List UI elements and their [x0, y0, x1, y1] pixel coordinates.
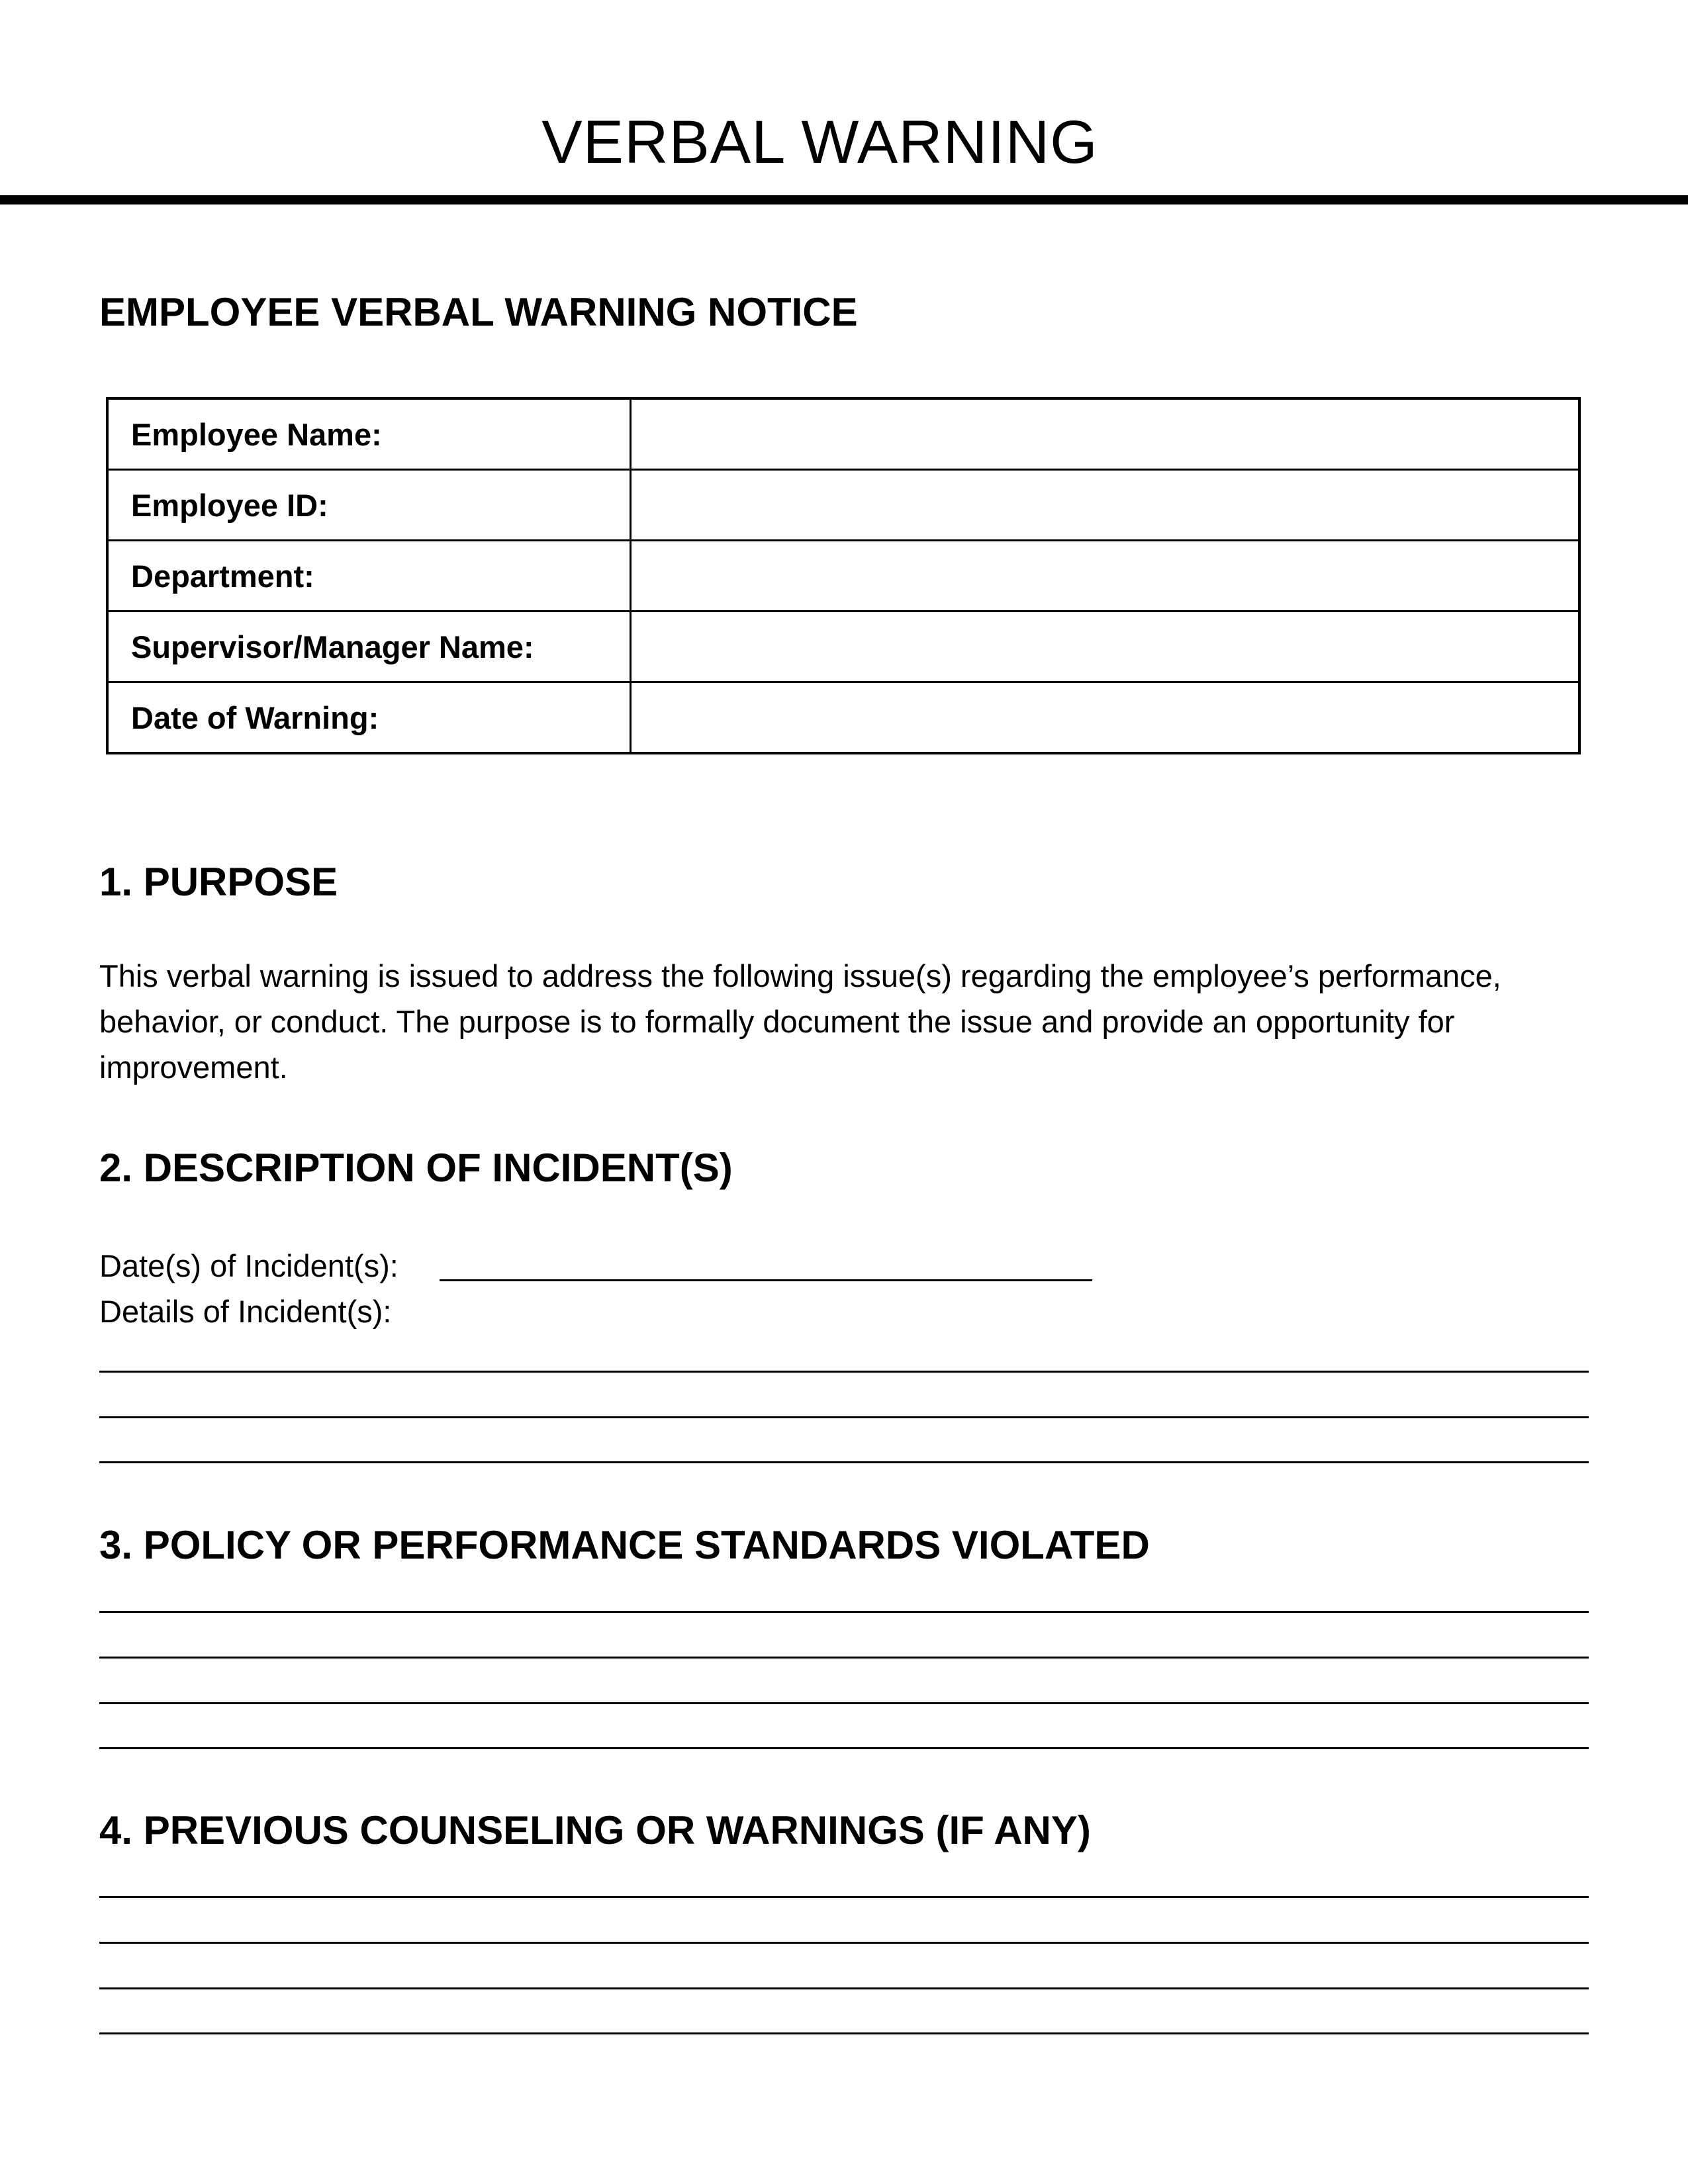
previous-warnings-line[interactable] [99, 2032, 1589, 2034]
table-row [107, 612, 1579, 682]
table-row [107, 398, 1579, 470]
notice-heading: EMPLOYEE VERBAL WARNING NOTICE [99, 290, 858, 334]
previous-warnings-line[interactable] [99, 1942, 1589, 1944]
previous-warnings-line[interactable] [99, 1896, 1589, 1898]
previous-warnings-line[interactable] [99, 1987, 1589, 1989]
document-title: VERBAL WARNING [541, 109, 1098, 176]
policy-line[interactable] [99, 1747, 1589, 1749]
department-field[interactable] [630, 541, 1579, 612]
policy-line[interactable] [99, 1611, 1589, 1613]
employee-name-label: Employee Name: [107, 398, 630, 470]
incident-details-line[interactable] [99, 1371, 1589, 1373]
purpose-heading: 1. PURPOSE [99, 860, 338, 904]
supervisor-name-field[interactable] [630, 612, 1579, 682]
title-divider [0, 195, 1688, 205]
employee-name-field[interactable] [630, 398, 1579, 470]
date-of-warning-label: Date of Warning: [107, 682, 630, 754]
policy-heading: 3. POLICY OR PERFORMANCE STANDARDS VIOLATED [99, 1523, 1150, 1567]
incident-details-line[interactable] [99, 1416, 1589, 1418]
purpose-body: This verbal warning is issued to address the following issue(s) regarding the employee’s performance, behavior, or conduct. The purpose is to formally document the issue and provide an opportunity for improvement. [99, 958, 1501, 1085]
policy-line[interactable] [99, 1657, 1589, 1659]
incident-dates-field[interactable] [440, 1279, 1092, 1281]
employee-id-field[interactable] [630, 470, 1579, 541]
incident-details-line[interactable] [99, 1461, 1589, 1463]
employee-id-label: Employee ID: [107, 470, 630, 541]
table-row [107, 541, 1579, 612]
table-row [107, 470, 1579, 541]
table-row [107, 682, 1579, 754]
department-label: Department: [107, 541, 630, 612]
date-of-warning-field[interactable] [630, 682, 1579, 754]
employee-info-table [106, 397, 1581, 754]
incident-dates-label: Date(s) of Incident(s): [99, 1248, 399, 1283]
previous-warnings-heading: 4. PREVIOUS COUNSELING OR WARNINGS (IF ANY) [99, 1808, 1091, 1852]
incident-details-label: Details of Incident(s): [99, 1294, 392, 1329]
supervisor-name-label: Supervisor/Manager Name: [107, 612, 630, 682]
policy-line[interactable] [99, 1702, 1589, 1704]
incidents-heading: 2. DESCRIPTION OF INCIDENT(S) [99, 1146, 733, 1190]
